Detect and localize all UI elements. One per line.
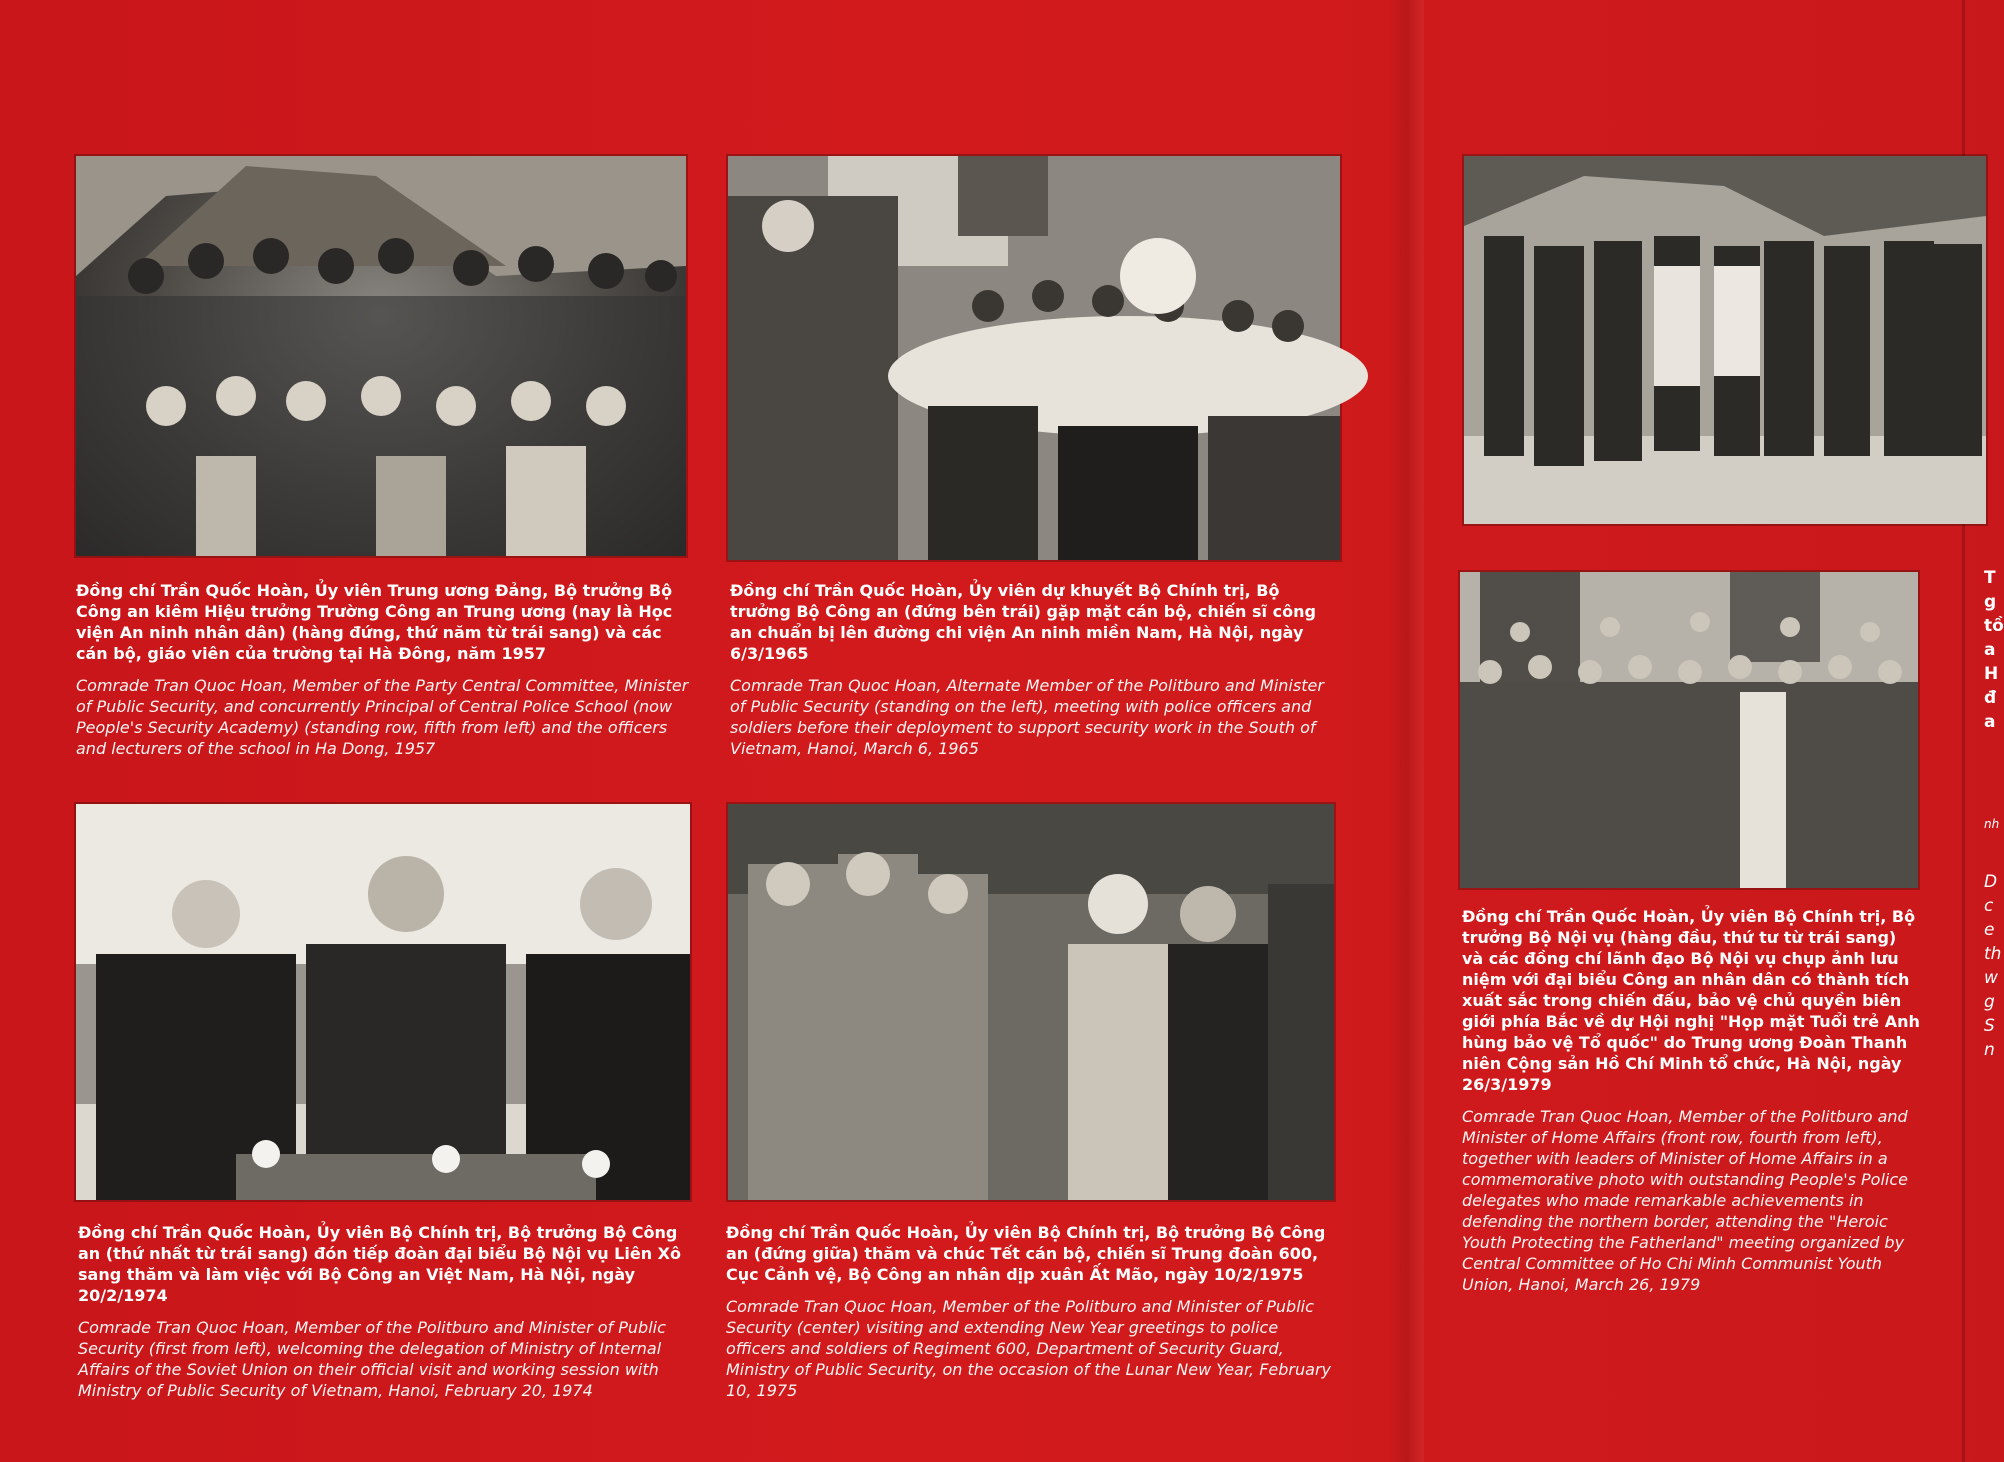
caption-photo-1: [76, 580, 692, 759]
photo-soviet-delegation-1974: [76, 804, 690, 1200]
edge-letter: tồ: [1984, 616, 2004, 636]
edge-letter: th: [1984, 944, 2002, 964]
caption-vi: Đồng chí Trần Quốc Hoàn, Ủy viên Bộ Chính trị, Bộ trưởng Bộ Công an (thứ nhất từ trái sang) đón tiếp đoàn đại biểu Bộ Nội vụ Liên Xô sang thăm và làm việc với Bộ Công an Việt Nam, Hà Nội, ngày 20/2/1974: [78, 1223, 681, 1305]
edge-letter: g: [1984, 992, 1995, 1012]
edge-letter: g: [1984, 592, 1997, 612]
caption-en: Comrade Tran Quoc Hoan, Member of the Politburo and Minister of Home Affairs (front row, fourth from left), together with leaders of Minister of Home Affairs in a commemorative photo with outstanding People's Police delegates who made remarkable achievements in defending the northern border, attending the "Heroic Youth Protecting the Fatherland" meeting organized by Central Committee of Ho Chi Minh Communist Youth Union, Hanoi, March 26, 1979: [1462, 1107, 1908, 1294]
caption-vi: Đồng chí Trần Quốc Hoàn, Ủy viên dự khuyết Bộ Chính trị, Bộ trưởng Bộ Công an (đứng bên trái) gặp mặt cán bộ, chiến sĩ công an chuẩn bị lên đường chi viện An ninh miền Nam, Hà Nội, ngày 6/3/1965: [730, 581, 1316, 663]
edge-letter: a: [1984, 712, 1996, 732]
edge-text-en: [1984, 870, 2000, 1062]
edge-letter: T: [1984, 568, 1996, 588]
edge-letter: S: [1984, 1016, 1995, 1036]
edge-letter: nh: [1984, 817, 2000, 831]
photo-soldiers-saluting: [1464, 156, 1986, 524]
caption-photo-6: [1462, 906, 1922, 1295]
caption-en: Comrade Tran Quoc Hoan, Member of the Politburo and Minister of Public Security (center) visiting and extending New Year greetings to police officers and soldiers of Regiment 600, Department of Security Guard, Ministry of Public Security, on the occasion of the Lunar New Year, February 10, 1975: [726, 1297, 1331, 1400]
edge-letter: w: [1984, 968, 1998, 988]
edge-letter: e: [1984, 920, 1995, 940]
caption-en: Comrade Tran Quoc Hoan, Member of the Politburo and Minister of Public Security (first from left), welcoming the delegation of Ministry of Internal Affairs of the Soviet Union on their official visit and working session with Ministry of Public Security of Vietnam, Hanoi, February 20, 1974: [78, 1318, 666, 1400]
edge-text-small: [1984, 812, 2000, 836]
caption-vi: Đồng chí Trần Quốc Hoàn, Ủy viên Bộ Chính trị, Bộ trưởng Bộ Công an (đứng giữa) thăm và chúc Tết cán bộ, chiến sĩ Trung đoàn 600, Cục Cảnh vệ, Bộ Công an nhân dịp xuân Ất Mão, ngày 10/2/1975: [726, 1223, 1326, 1284]
caption-photo-2: [730, 580, 1342, 759]
panel-seam: [1388, 0, 1424, 1462]
edge-text-vi: [1984, 566, 2004, 734]
photo-youth-heroes-1979: [1460, 572, 1918, 888]
edge-letter: n: [1984, 1040, 1995, 1060]
edge-letter: D: [1984, 872, 1998, 892]
edge-letter: a: [1984, 640, 1996, 660]
edge-letter: đ: [1984, 688, 1997, 708]
caption-vi: Đồng chí Trần Quốc Hoàn, Ủy viên Bộ Chính trị, Bộ trưởng Bộ Nội vụ (hàng đầu, thứ tư từ trái sang) và các đồng chí lãnh đạo Bộ Nội vụ chụp ảnh lưu niệm với đại biểu Công an nhân dân có thành tích xuất sắc trong chiến đấu, bảo vệ chủ quyền biên giới phía Bắc về dự Hội nghị "Họp mặt Tuổi trẻ Anh hùng bảo vệ Tổ quốc" do Trung ương Đoàn Thanh niên Cộng sản Hồ Chí Minh tổ chức, Hà Nội, ngày 26/3/1979: [1462, 907, 1920, 1094]
edge-letter: c: [1984, 896, 1994, 916]
caption-vi: Đồng chí Trần Quốc Hoàn, Ủy viên Trung ương Đảng, Bộ trưởng Bộ Công an kiêm Hiệu trưởng Trường Công an Trung ương (nay là Học viện An ninh nhân dân) (hàng đứng, thứ năm từ trái sang) và các cán bộ, giáo viên của trường tại Hà Đông, năm 1957: [76, 581, 673, 663]
edge-letter: H: [1984, 664, 1999, 684]
caption-en: Comrade Tran Quoc Hoan, Member of the Party Central Committee, Minister of Public Security, and concurrently Principal of Central Police School (now People's Security Academy) (standing row, fifth from left) and the officers and lecturers of the school in Ha Dong, 1957: [76, 676, 689, 758]
caption-en: Comrade Tran Quoc Hoan, Alternate Member of the Politburo and Minister of Public Security (standing on the left), meeting with police officers and soldiers before their deployment to support security work in the South of Vietnam, Hanoi, March 6, 1965: [730, 676, 1324, 758]
photo-regiment-visit-1975: [728, 804, 1334, 1200]
photo-meeting-1965: [728, 156, 1340, 560]
caption-photo-3: [78, 1222, 692, 1401]
photo-school-group-1957: [76, 156, 686, 556]
caption-photo-4: [726, 1222, 1340, 1401]
